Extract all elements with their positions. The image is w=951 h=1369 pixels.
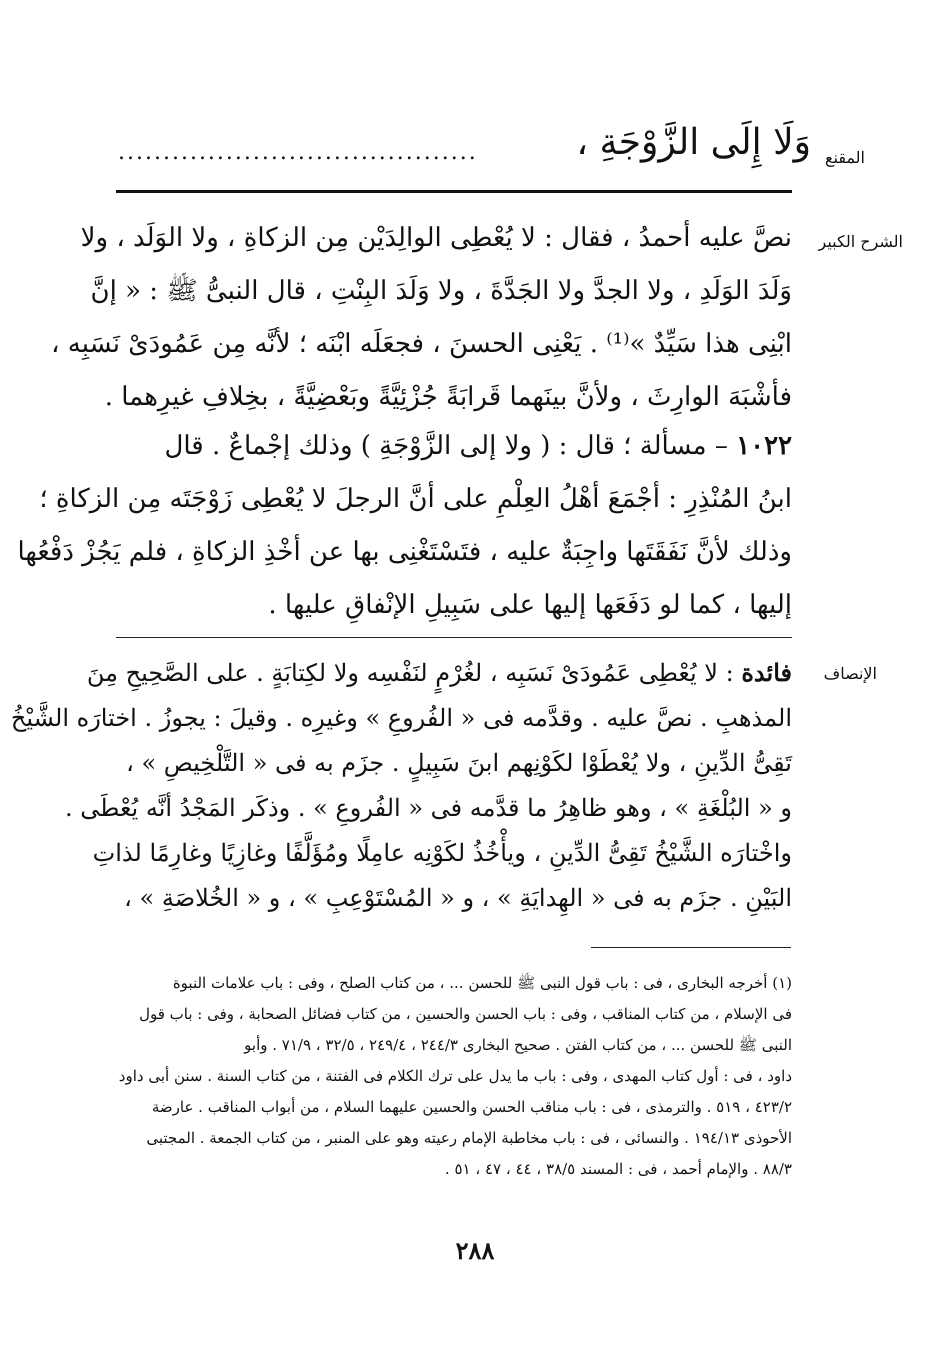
label-sharh: الشرح الكبير <box>818 232 903 251</box>
sharh-line: ابْنِى هذا سَيِّدٌ »⁽¹⁾ . يَعْنِى الحسنَ ، فجعَلَه ابْنَه ؛ لأنَّه مِن عَمُودَىْ نَسَبِه ، <box>51 329 792 359</box>
sharh-paragraph <box>51 212 792 424</box>
insaf-line <box>86 650 792 696</box>
section-divider <box>116 637 792 638</box>
masala-line: إليها ، كما لو دَفَعَها إليها على سَبِيلِ الإنْفاقِ عليها . <box>268 590 792 620</box>
footnote-line: فى الإسلام ، من كتاب المناقب ، وفى : باب الحسن والحسين ، من كتاب فضائل الصحابة ، وفى : باب قول <box>139 1005 792 1023</box>
footnote-line: (١) أخرجه البخارى ، فى : باب قول النبى ﷺ للحسن ... ، من كتاب الصلح ، وفى : باب علامات النبوة <box>172 974 792 992</box>
sharh-line: وَلَدَ الوَلَدِ ، ولا الجدَّ ولا الجَدَّةَ ، ولا وَلَدَ البِنْتِ ، قال النبىُّ ﷺ : « إنَّ <box>90 276 792 306</box>
footnotes <box>116 968 792 1185</box>
footnote-line: ٤٢٣/٢ ، ٥١٩ . والترمذى ، فى : باب مناقب الحسن والحسين عليهما السلام ، من أبواب المناقب . عارضة <box>151 1098 792 1116</box>
masala-line: وذلك لأنَّ نَفَقَتَها واجِبَةٌ عليه ، فتَسْتَغْنِى بها عن أخْذِ الزكاةِ ، فلم يَجُزْ دَفْعُها <box>17 537 792 567</box>
insaf-lead-word: فائدة <box>741 658 792 687</box>
insaf-line: تَقِىُّ الدِّينِ ، ولا يُعْطَوْا لكَوْنِهم ابنَ سَبِيلٍ . جزَم به فى « التَّلْخِيصِ » ، <box>126 749 792 777</box>
masala-number: ١٠٢٢ <box>736 431 792 461</box>
footnote-line: الأحوذى ١٩٤/١٣ . والنسائى ، فى : باب مخاطبة الإمام رعيته وهو على المنبر ، من كتاب الجمعة . المجتبى <box>146 1129 792 1147</box>
footnote-line: ٨٨/٣ . والإمام أحمد ، فى : المسند ٣٨/٥ ، ٤٤ ، ٤٧ ، ٥١ . <box>444 1160 792 1178</box>
insaf-line: البَيْنِ . جزَم به فى « الهِدايَةِ » ، و « المُسْتَوْعِبِ » ، و « الخُلاصَةِ » ، <box>124 884 792 912</box>
insaf-line-text: : لا يُعْطِى عَمُودَىْ نَسَبِه ، لغُرْمٍ لنَفْسِه ولا لكِتابَةٍ . على الصَّحِيحِ مِنَ <box>86 659 734 687</box>
label-muqni: المقنع <box>824 148 865 167</box>
insaf-paragraph <box>10 650 792 921</box>
masala-line-text: – مسألة ؛ قال : ( ولا إلى الزَّوْجَةِ ) وذلك إجْماعٌ . قال <box>164 431 728 461</box>
masala-line <box>116 420 792 473</box>
masala-line: ابنُ المُنْذِرِ : أجْمَعَ أهْلُ العِلْمِ على أنَّ الرجلَ لا يُعْطِى زَوْجَتَه مِن الزكاةِ ؛ <box>39 484 792 514</box>
header-leader-dots: ........................................ <box>118 140 478 165</box>
insaf-line: واخْتارَه الشَّيْخُ تَقِىُّ الدِّينِ ، ويأْخُذُ لكَوْنِه عامِلًا ومُؤَلَّفًا وغازِيًا وغارِمًا لذاتِ <box>92 839 792 867</box>
label-insaf: الإنصاف <box>823 664 877 683</box>
footnote-line: النبى ﷺ للحسن ... ، من كتاب الفتن . صحيح البخارى ٢٤٤/٣ ، ٢٤٩/٤ ، ٣٢/٥ ، ٧١/٩ . وأبو <box>244 1036 792 1054</box>
footnote-rule <box>591 947 791 948</box>
sharh-line: فأشْبَهَ الوارِثَ ، ولأنَّ بينَهما قَرابَةً جُزْئِيَّةً وبَعْضِيَّةً ، بخِلافِ غيرِهما . <box>104 382 792 412</box>
insaf-line: المذهبِ . نصَّ عليه . وقدَّمه فى « الفُروعِ » وغيرِه . وقيلَ : يجوزُ . اختارَه الشَّيْخُ <box>10 704 792 732</box>
sharh-line: نصَّ عليه أحمدُ ، فقال : لا يُعْطِى الوالِدَيْن مِن الزكاةِ ، ولا الوَلَد ، ولا <box>80 223 792 253</box>
header-title: وَلَا إِلَى الزَّوْجَةِ ، <box>576 122 811 163</box>
page-number: ٢٨٨ <box>455 1236 495 1265</box>
footnote-line: داود ، فى : أول كتاب المهدى ، وفى : باب ما يدل على ترك الكلام فى الفتنة ، من كتاب السنة . سنن أبى داود <box>118 1067 792 1085</box>
insaf-line: و « البُلْغَةِ » ، وهو ظاهِرُ ما قدَّمه فى « الفُروعِ » . وذكَر المَجْدُ أنَّه يُعْطَى . <box>65 794 792 822</box>
header-rule <box>116 190 792 193</box>
masala-paragraph <box>17 420 792 632</box>
